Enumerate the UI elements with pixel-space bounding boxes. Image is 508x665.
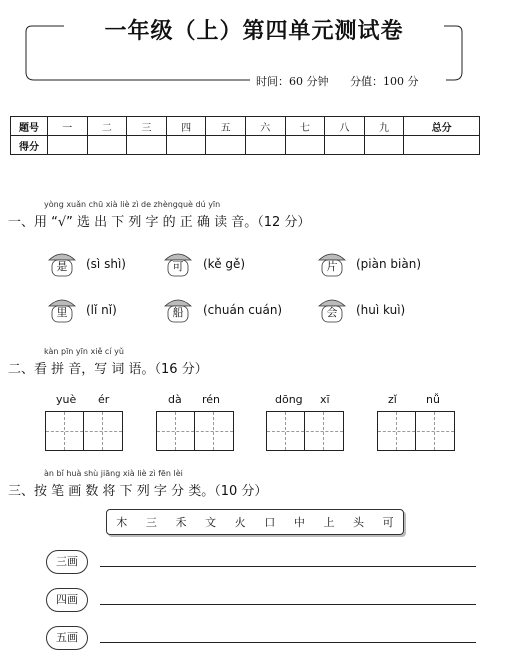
time-label: 时间：60 分钟 [256,75,329,88]
row-head-score: 得分 [11,136,48,155]
column-header: 九 [364,117,404,136]
mushroom-char: 片 [326,260,338,273]
character-box [106,509,404,535]
word-pinyin-1: dōng [275,393,303,406]
column-header: 四 [166,117,206,136]
word-pinyin-1: yuè [56,393,77,406]
pinyin-options[interactable]: (lǐ nǐ) [86,303,117,317]
score-label: 分值：100 分 [350,75,419,88]
mushroom-item [162,248,194,278]
writing-grid[interactable] [266,411,344,451]
pinyin-options[interactable]: (sì shì) [86,257,126,271]
score-cell[interactable] [87,136,127,155]
char-item: 火 [234,516,246,529]
column-header: 七 [285,117,325,136]
section3-title: 三、按 笔 画 数 将 下 列 字 分 类。（10 分） [8,484,268,499]
pinyin-options[interactable]: (piàn biàn) [356,257,421,271]
answer-line[interactable] [100,604,476,605]
page-title: 一年级（上）第四单元测试卷 [64,14,444,45]
column-header: 二 [87,117,127,136]
pinyin-options[interactable]: (huì kuì) [356,303,406,317]
char-item: 头 [353,516,365,529]
score-cell[interactable] [285,136,325,155]
score-cell[interactable] [245,136,285,155]
pinyin-options[interactable]: (kě gě) [203,257,246,271]
char-item: 上 [323,516,335,529]
char-item: 口 [264,516,276,529]
answer-line[interactable] [100,566,476,567]
row-head-question: 题号 [11,117,48,136]
word-pinyin-2: xī [320,393,330,406]
table-row [11,136,480,155]
stroke-count-label: 四画 [46,588,88,612]
mushroom-char: 可 [172,260,184,273]
score-cell[interactable] [206,136,246,155]
writing-grid[interactable] [156,411,234,451]
column-header: 六 [245,117,285,136]
stroke-count-label: 五画 [46,626,88,650]
section2-pinyin: kàn pīn yīn xiě cí yǔ [44,347,124,356]
table-row [11,117,480,136]
mushroom-item [46,248,78,278]
stroke-count-label: 三画 [46,550,88,574]
section1-title: 一、用 “√” 选 出 下 列 字 的 正 确 读 音。（12 分） [8,215,311,230]
column-header: 一 [48,117,88,136]
score-cell[interactable] [127,136,167,155]
char-item: 禾 [175,516,187,529]
word-pinyin-1: zǐ [388,393,397,406]
mushroom-char: 是 [56,260,68,273]
mushroom-item [162,294,194,324]
score-cell[interactable] [325,136,365,155]
word-pinyin-2: rén [202,393,221,406]
char-item: 可 [382,516,394,529]
answer-line[interactable] [100,642,476,643]
writing-grid[interactable] [45,411,123,451]
exam-meta [252,73,423,89]
score-cell[interactable] [364,136,404,155]
score-cell[interactable] [48,136,88,155]
word-pinyin-2: ér [98,393,110,406]
pinyin-options[interactable]: (chuán cuán) [203,303,283,317]
section3-pinyin: àn bǐ huà shù jiāng xià liè zì fēn lèi [44,469,183,478]
writing-grid[interactable] [377,411,455,451]
word-pinyin-1: dà [168,393,182,406]
char-item: 木 [116,516,128,529]
mushroom-item [46,294,78,324]
section2-title: 二、看 拼 音，写 词 语。（16 分） [8,362,208,377]
char-item: 三 [145,516,157,529]
char-item: 文 [205,516,217,529]
mushroom-char: 会 [326,306,338,319]
column-header: 三 [127,117,167,136]
score-cell[interactable] [166,136,206,155]
mushroom-item [316,294,348,324]
char-item: 中 [293,516,305,529]
column-header: 五 [206,117,246,136]
section1-pinyin: yòng xuǎn chū xià liè zì de zhèngquè dú yīn [44,200,221,209]
score-cell[interactable] [404,136,480,155]
column-header: 八 [325,117,365,136]
mushroom-item [316,248,348,278]
word-pinyin-2: nǚ [426,393,440,406]
mushroom-char: 船 [172,306,184,319]
column-header: 总分 [404,117,480,136]
score-table [10,116,480,155]
mushroom-char: 里 [56,306,68,319]
